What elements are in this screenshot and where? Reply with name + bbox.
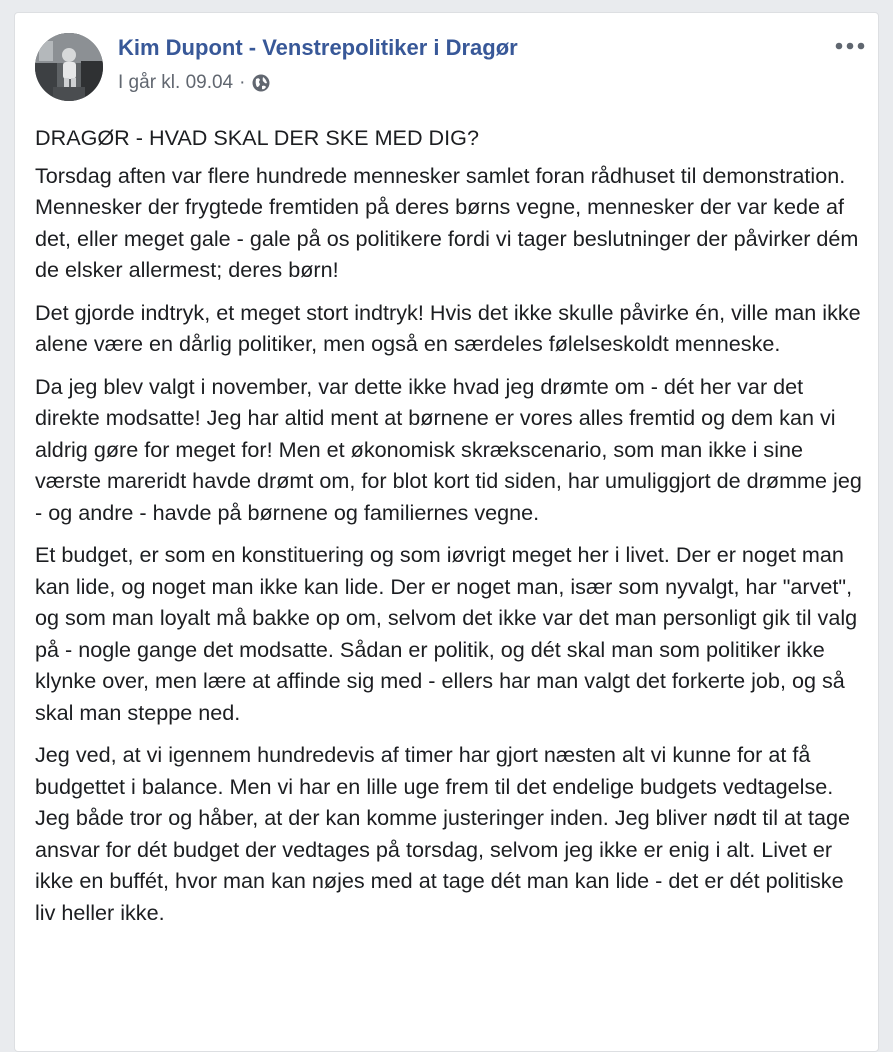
post-paragraph: Jeg ved, at vi igennem hundredevis af timer har gjort næsten alt vi kunne for at få budgettet i balance. Men vi har en lille uge frem til det endelige budgets vedtagelse. Jeg både tror og håber, at der kan komme justeringer inden. Jeg bliver nødt til at tage ansvar for dét budget der vedtages på torsdag, selvom jeg ikke er enig i alt. Livet er ikke en buffét, hvor man kan nøjes med at tage dét man kan lide - det er dét politiske liv heller ikke. [35,742,851,925]
globe-icon[interactable] [251,73,271,93]
author-name-link[interactable]: Kim Dupont - Venstrepolitiker i Dragør [118,35,518,60]
post-meta [118,72,271,94]
post-paragraph: Det gjorde indtryk, et meget stort indtryk! Hvis det ikke skulle påvirke én, ville man ikke alene være en dårlig politiker, men også en særdeles følelseskoldt menneske. [35,299,861,356]
post-paragraph: Da jeg blev valgt i november, var dette ikke hvad jeg drømte om - dét her var det direkte modsatte! Jeg har altid ment at børnene er vores alles fremtid og dem kan vi aldrig gøre for meget for! Men et økonomisk skrækscenario, som man ikke i sine værste mareridt havde drømt om, for blot kort tid siden, har umuliggjort de drømme jeg - og andre - havde på børnene og familiernes vegne. [35,373,862,525]
more-options-icon [835,42,865,50]
meta-separator: · [239,72,246,93]
post-timestamp[interactable]: I går kl. 09.04 [118,72,234,93]
avatar[interactable] [35,33,103,101]
post-card [14,12,879,1052]
more-options-button[interactable] [832,31,868,61]
post-headline: DRAGØR - HVAD SKAL DER SKE MED DIG? [35,125,479,150]
post-body [35,122,867,939]
post-paragraph: Torsdag aften var flere hundrede mennesker samlet foran rådhuset til demonstration. Mennesker der frygtede fremtiden på deres børns vegne, mennesker der var kede af det, eller meget gale - gale på os politikere fordi vi tager beslutninger der påvirker dém de elsker allermest; deres børn! [35,162,859,282]
avatar-photo [35,33,103,101]
post-paragraph: Et budget, er som en konstituering og som iøvrigt meget her i livet. Der er noget man kan lide, og noget man ikke kan lide. Der er noget man, især som nyvalgt, har "arvet", og som man loyalt må bakke op om, selvom det ikke var det man personligt gik til valg på - nogle gange det modsatte. Sådan er politik, og dét skal man som politiker ikke klynke over, men lære at affinde sig med - ellers har man valgt det forkerte job, og så skal man steppe ned. [35,542,858,725]
